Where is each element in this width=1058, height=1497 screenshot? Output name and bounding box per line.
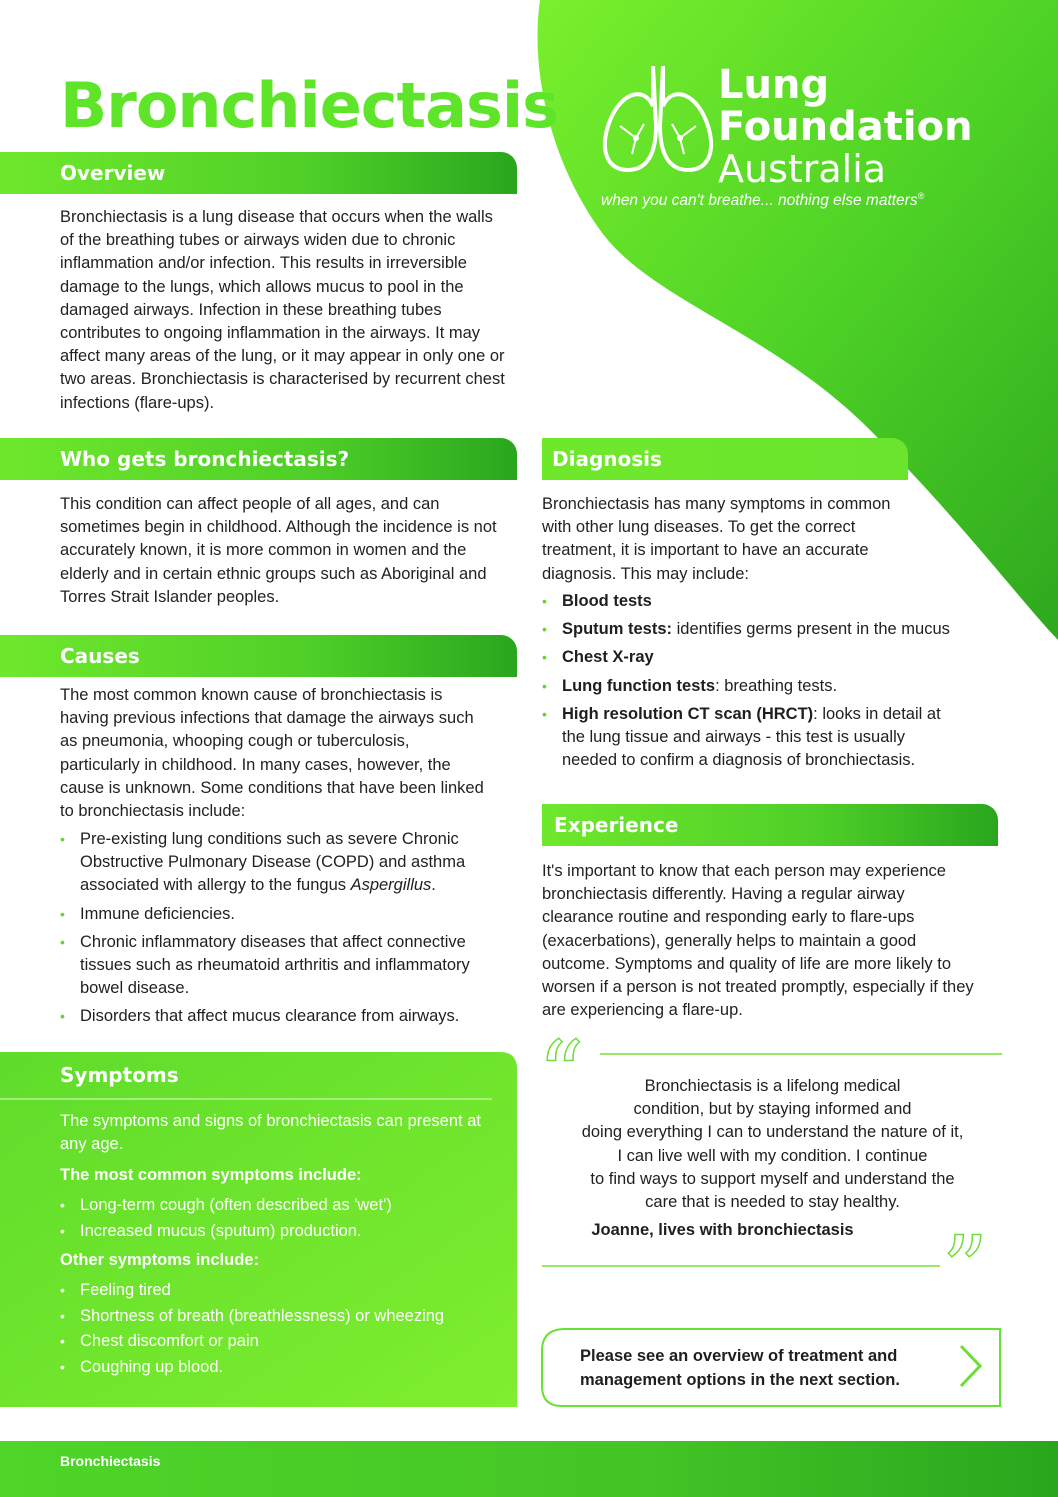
diagnosis-list xyxy=(542,590,992,777)
who-text: This condition can affect people of all ages, and can sometimes begin in childhood. Although the incidence is not accurately known, it is more common in women and the elderly and in certain ethnic groups such as Aboriginal and Torres Strait Islander peoples. xyxy=(60,495,497,606)
list-item xyxy=(542,646,992,669)
lung-foundation-logo[interactable] xyxy=(598,62,988,212)
diag-4-bold: Lung function tests xyxy=(562,676,716,695)
cause-1-text: Pre-existing lung conditions such as severe Chronic Obstructive Pulmonary Disease (COPD) and asthma associated with allergy to the fungus xyxy=(80,830,466,895)
causes-list xyxy=(60,828,505,1034)
symptoms-common-heading: The most common symptoms include: xyxy=(60,1166,362,1184)
symptoms-other-list xyxy=(60,1279,500,1382)
list-item xyxy=(60,1005,505,1028)
list-item xyxy=(542,590,992,613)
list-item: • Increased mucus (sputum) production. xyxy=(60,1220,500,1243)
page-title: Bronchiectasis xyxy=(60,69,559,142)
list-item: • Feeling tired xyxy=(60,1279,500,1302)
list-item: • Long-term cough (often described as 'wet') xyxy=(60,1194,500,1217)
diag-1-bold: Blood tests xyxy=(562,592,652,610)
footer-bar xyxy=(0,1441,1058,1497)
tagline-registered-mark: ® xyxy=(917,191,925,201)
symptoms-common-list xyxy=(60,1194,500,1246)
overview-heading-bar xyxy=(0,152,517,194)
lungs-icon xyxy=(598,66,718,176)
footer-label: Bronchiectasis xyxy=(60,1453,161,1469)
next-section-text xyxy=(580,1345,900,1392)
symptoms-heading: Symptoms xyxy=(60,1063,179,1087)
open-quote-icon: “ xyxy=(538,1022,585,1127)
experience-heading-bar xyxy=(542,804,998,846)
list-item: • Chest discomfort or pain xyxy=(60,1330,500,1353)
logo-line-2: Foundation xyxy=(718,104,973,150)
experience-text: It's important to know that each person may experience bronchiectasis differently. Having a regular airway clearance routine and responding early to flare-ups (exacerbations), generally helps to maintain a good outcome. Symptoms and quality of life are more likely to worsen if a person is not treated promptly, especially if they are experiencing a flare-up. xyxy=(542,862,974,1020)
diag-2-bold: Sputum tests: xyxy=(562,620,673,639)
chevron-right-icon[interactable] xyxy=(958,1344,984,1388)
who-heading-bar xyxy=(0,438,517,480)
diag-2-rest: identifies germs present in the mucus xyxy=(672,620,950,639)
cause-1-end: . xyxy=(431,876,436,895)
quote-line: care that is needed to stay healthy. xyxy=(645,1193,900,1212)
causes-heading-bar xyxy=(0,635,517,677)
cause-4-text: Disorders that affect mucus clearance from airways. xyxy=(80,1007,460,1026)
causes-text: The most common known cause of bronchiectasis is having previous infections that damage the airways such as pneumonia, whooping cough or tuberculosis, particularly in childhood. In many cases, however, the cause is unknown. Some conditions that have been linked to bronchiectasis include: xyxy=(60,686,484,821)
diagnosis-text: Bronchiectasis has many symptoms in common with other lung diseases. To get the correct treatment, it is important to have an accurate diagnosis. This may include: xyxy=(542,495,891,583)
diagnosis-heading-bar xyxy=(542,438,908,480)
quote-author: Joanne, lives with bronchiectasis xyxy=(591,1221,854,1240)
list-item xyxy=(60,931,505,1001)
cause-2-text: Immune deficiencies. xyxy=(80,904,235,923)
quote-block xyxy=(550,1075,995,1242)
quote-line: Bronchiectasis is a lifelong medical xyxy=(644,1077,901,1095)
quote-line: doing everything I can to understand the nature of it, xyxy=(581,1123,964,1142)
overview-text: Bronchiectasis is a lung disease that occurs when the walls of the breathing tubes or airways widen due to chronic inflammation and/or infection. This results in irreversible damage to the lungs, which allows mucus to pool in the damaged airways. Infection in these breathing tubes contributes to ongoing inflammation in the airways. It may affect many areas of the lung, or it may appear in only one or two areas. Bronchiectasis is characterised by recurrent chest infections (flare-ups). xyxy=(60,208,505,412)
list-item xyxy=(542,675,992,698)
logo-line-3: Australia xyxy=(718,147,887,191)
cause-1-italic: Aspergillus xyxy=(350,876,432,895)
next-line-1: Please see an overview of treatment and xyxy=(580,1347,898,1365)
close-quote-icon: ” xyxy=(942,1217,989,1322)
list-item xyxy=(542,618,992,641)
logo-tagline xyxy=(601,191,924,210)
quote-line: I can live well with my condition. I continue xyxy=(617,1146,928,1165)
symptoms-other-heading: Other symptoms include: xyxy=(60,1251,259,1269)
list-item: • Shortness of breath (breathlessness) or wheezing xyxy=(60,1305,500,1328)
diagnosis-heading: Diagnosis xyxy=(552,447,662,471)
list-item: • Coughing up blood. xyxy=(60,1356,500,1379)
overview-heading: Overview xyxy=(60,161,166,185)
next-line-2: management options in the next section. xyxy=(580,1370,900,1389)
causes-heading: Causes xyxy=(60,644,140,668)
quote-line: to find ways to support myself and understand the xyxy=(590,1169,955,1188)
symptoms-intro: The symptoms and signs of bronchiectasis can present at any age. xyxy=(60,1112,481,1154)
diag-5-bold: High resolution CT scan (HRCT) xyxy=(562,704,814,723)
list-item xyxy=(542,703,962,773)
experience-heading: Experience xyxy=(554,813,679,837)
tagline-text: when you can't breathe... nothing else matters xyxy=(601,192,918,210)
list-item xyxy=(60,828,505,898)
list-item xyxy=(60,903,505,926)
diag-5-rest: : looks in detail at the lung tissue and airways - this test is usually needed to confirm a diagnosis of bronchiectasis. xyxy=(562,704,941,770)
quote-line: condition, but by staying informed and xyxy=(633,1100,912,1119)
who-heading: Who gets bronchiectasis? xyxy=(60,447,350,471)
diag-3-bold: Chest X-ray xyxy=(562,648,654,667)
diag-4-rest: : breathing tests. xyxy=(715,676,838,695)
cause-3-text: Chronic inflammatory diseases that affect connective tissues such as rheumatoid arthritis and inflammatory bowel disease. xyxy=(80,932,470,998)
logo-line-1: Lung xyxy=(718,62,830,108)
